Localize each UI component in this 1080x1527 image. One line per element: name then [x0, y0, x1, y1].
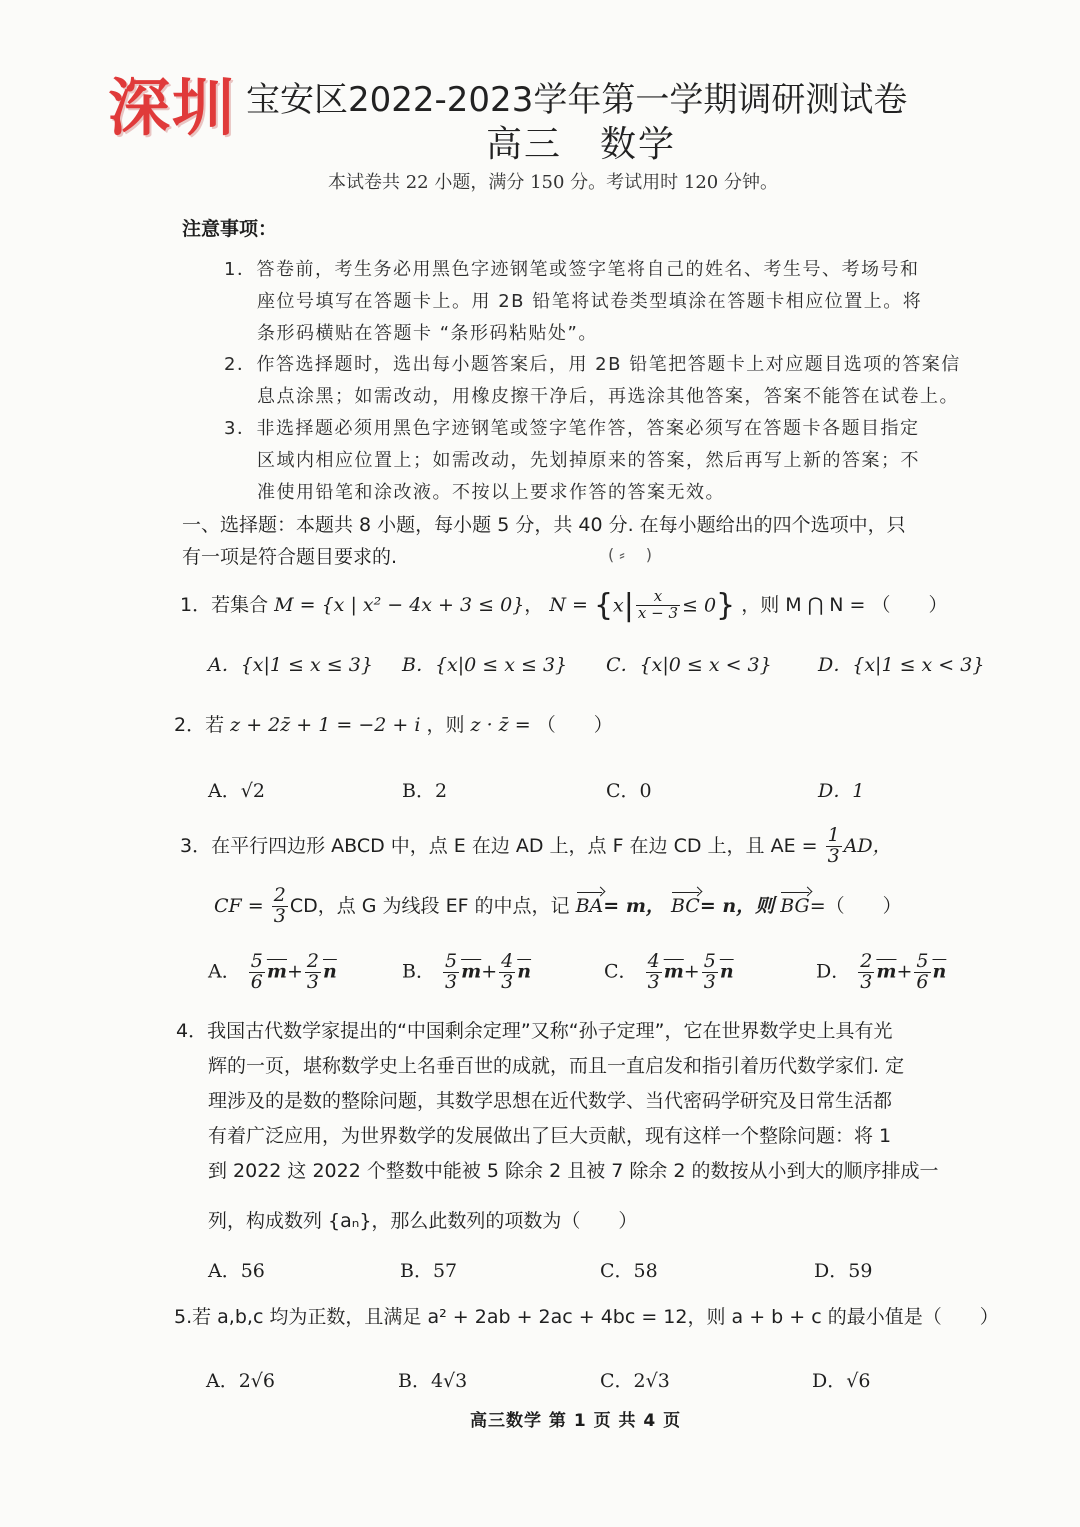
- frac-den: 3: [306, 970, 319, 993]
- vector-m: $\overline{m}$: [876, 960, 897, 983]
- q1-suffix: ，则 M ⋂ N = （ ）: [741, 594, 948, 616]
- plus: +: [683, 960, 700, 983]
- q5-option-d[interactable]: D．√6: [812, 1370, 871, 1392]
- frac-den: 3: [703, 970, 716, 993]
- region-stamp: 深圳: [108, 71, 237, 144]
- page-footer: 高三数学 第 1 页 共 4 页: [470, 1411, 682, 1431]
- q1-option-c[interactable]: C．{x|0 ≤ x < 3}: [606, 654, 772, 676]
- section-heading-cont: 有一项是符合题目要求的.: [182, 546, 398, 568]
- vector-n: $\overline{n}$: [323, 960, 337, 983]
- section-heading: 一、选择题：本题共 8 小题，每小题 5 分，共 40 分. 在每小题给出的四个选项中，只: [182, 514, 906, 536]
- frac-num: 5: [916, 950, 929, 972]
- q3-eq-m: = m，: [603, 894, 665, 917]
- frac-num: 2: [306, 950, 319, 972]
- vector-bc: BC: [670, 894, 700, 917]
- frac-num: 4: [501, 950, 514, 972]
- exam-subject: 高三 数学: [486, 124, 677, 165]
- question-4-line: 理涉及的是数的整除问题，其数学思想在近代数学、当代密码学研究及日常生活都: [208, 1090, 893, 1112]
- vector-n: $\overline{n}$: [932, 960, 947, 983]
- option-label: C．: [604, 960, 638, 983]
- q3-line2-end: =（ ）: [809, 894, 902, 917]
- vector-n: $\overline{n}$: [719, 960, 734, 983]
- q3-frac1-num: 1: [827, 824, 840, 846]
- q1-set-m: M = {x | x² − 4x + 3 ≤ 0}: [274, 594, 525, 616]
- q5-option-b[interactable]: B．4√3: [398, 1370, 468, 1392]
- q4-option-d[interactable]: D．59: [814, 1260, 873, 1282]
- q3-cf: CF =: [214, 894, 264, 917]
- q2-end: （ ）: [536, 714, 613, 736]
- frac-den: 6: [916, 970, 929, 993]
- q1-set-n-left: N =: [549, 594, 594, 616]
- frac-den: 6: [250, 970, 263, 993]
- q3-line1: 3．在平行四边形 ABCD 中，点 E 在边 AD 上，点 F 在边 CD 上，且 AE =: [180, 834, 818, 857]
- notice-line: 座位号填写在答题卡上。用 2B 铅笔将试卷类型填涂在答题卡相应位置上。将: [257, 291, 923, 312]
- question-4-line: 有着广泛应用，为世界数学的发展做出了巨大贡献，现有这样一个整除问题：将 1: [208, 1125, 892, 1147]
- notice-heading: 注意事项：: [182, 218, 278, 240]
- q1-n-num: x: [636, 589, 680, 606]
- question-4-line: 辉的一页，堪称数学史上名垂百世的成就，而且一直启发和指引着历代数学家们. 定: [208, 1055, 905, 1077]
- question-3-line1: [180, 826, 892, 867]
- q4-option-a[interactable]: A．56: [208, 1260, 265, 1282]
- q2-option-c[interactable]: C．0: [606, 780, 652, 802]
- q3-frac1-den: 3: [827, 844, 840, 867]
- option-label: D．: [816, 960, 851, 983]
- frac-den: 3: [647, 970, 660, 993]
- q3-frac2-num: 2: [273, 884, 286, 906]
- vector-m: $\overline{m}$: [663, 960, 684, 983]
- q2-mid: ，则: [426, 714, 465, 736]
- q4-option-b[interactable]: B．57: [400, 1260, 458, 1282]
- q3-line2-mid: CD，点 G 为线段 EF 的中点，记: [289, 894, 570, 917]
- vector-ba: BA: [575, 894, 604, 917]
- frac-den: 3: [860, 970, 873, 993]
- exam-subtitle: 本试卷共 22 小题，满分 150 分。考试用时 120 分钟。: [328, 172, 778, 193]
- question-4-line: 列，构成数列 {aₙ}，那么此数列的项数为（ ）: [208, 1210, 638, 1232]
- q2-option-b[interactable]: B．2: [402, 780, 448, 802]
- q1-option-b[interactable]: B．{x|0 ≤ x ≤ 3}: [402, 654, 568, 676]
- plus: +: [896, 960, 913, 983]
- q3-frac2-den: 3: [273, 904, 286, 927]
- frac-num: 5: [703, 950, 716, 972]
- notice-line: 条形码横贴在答题卡 “条形码粘贴处”。: [257, 323, 598, 344]
- option-label: A．: [208, 960, 241, 983]
- q1-n-den: x − 3: [637, 604, 678, 622]
- q4-option-c[interactable]: C．58: [600, 1260, 658, 1282]
- q3-option-d[interactable]: [816, 952, 946, 993]
- question-1: 1．若集合 M = {x | x² − 4x + 3 ≤ 0}， N = {x| $\frac{x}{x - 3}$ ≤ 0} ，则 M ⋂ N = （ ）: [180, 587, 948, 623]
- q2-equation: z + 2z̄ + 1 = −2 + i: [230, 714, 421, 736]
- vector-m: $\overline{m}$: [266, 960, 287, 983]
- frac-den: 3: [445, 970, 458, 993]
- q1-option-a[interactable]: A．{x|1 ≤ x ≤ 3}: [208, 654, 373, 676]
- question-3-line2: [214, 886, 902, 927]
- notice-line: 3．非选择题必须用黑色字迹钢笔或签字笔作答，答案必须写在答题卡各题目指定: [224, 418, 920, 439]
- q1-option-d[interactable]: D．{x|1 ≤ x < 3}: [818, 654, 985, 676]
- frac-num: 5: [445, 950, 458, 972]
- option-label: B．: [402, 960, 435, 983]
- q1-n-right: ≤ 0: [681, 594, 717, 617]
- frac-num: 5: [250, 950, 263, 972]
- question-4-line: 到 2022 这 2022 个整数中能被 5 除余 2 且被 7 除余 2 的数按从小到大的顺序排成一: [208, 1160, 939, 1182]
- q2-option-a[interactable]: A．√2: [208, 780, 265, 802]
- q2-option-d[interactable]: D．1: [818, 780, 865, 802]
- plus: +: [481, 960, 498, 983]
- notice-line: 2．作答选择题时，选出每小题答案后，用 2B 铅笔把答题卡上对应题目选项的答案信: [224, 354, 961, 375]
- q3-option-c[interactable]: [604, 952, 734, 993]
- frac-num: 4: [647, 950, 660, 972]
- vector-n: $\overline{n}$: [517, 960, 532, 983]
- q3-option-a[interactable]: [208, 952, 337, 993]
- question-2: [174, 710, 613, 737]
- vector-bg: BG: [780, 894, 810, 917]
- question-4-line: 4．我国古代数学家提出的“中国剩余定理”又称“孙子定理”，它在世界数学史上具有光: [176, 1020, 893, 1042]
- notice-line: 息点涂黑；如需改动，用橡皮擦干净后，再选涂其他答案，答案不能答在试卷上。: [257, 386, 959, 407]
- q2-expression: z · z̄ =: [470, 714, 531, 736]
- question-5: 5.若 a,b,c 均为正数，且满足 a² + 2ab + 2ac + 4bc = 12，则 a + b + c 的最小值是（ ）: [174, 1306, 999, 1328]
- notice-line: 区域内相应位置上；如需改动，先划掉原来的答案，然后再写上新的答案；不: [257, 450, 920, 471]
- notice-line: 准使用铅笔和涂改液。不按以上要求作答的答案无效。: [257, 482, 725, 503]
- plus: +: [286, 960, 303, 983]
- q2-pre: 2．若: [174, 714, 225, 736]
- notice-line: 1．答卷前，考生务必用黑色字迹钢笔或签字笔将自己的姓名、考生号、考场号和: [224, 259, 920, 280]
- q3-option-b[interactable]: [402, 952, 531, 993]
- q1-prefix: 1．若集合: [180, 594, 269, 616]
- q3-line1-post: AD，: [843, 834, 892, 857]
- exam-title: 宝安区2022-2023学年第一学期调研测试卷: [246, 80, 908, 120]
- frac-num: 2: [860, 950, 873, 972]
- q3-eq-n: = n，则: [699, 894, 775, 917]
- q5-option-c[interactable]: C．2√3: [600, 1370, 670, 1392]
- frac-den: 3: [501, 970, 514, 993]
- handwritten-mark: ( ⸗ ): [608, 545, 652, 564]
- q5-option-a[interactable]: A．2√6: [206, 1370, 276, 1392]
- vector-m: $\overline{m}$: [461, 960, 482, 983]
